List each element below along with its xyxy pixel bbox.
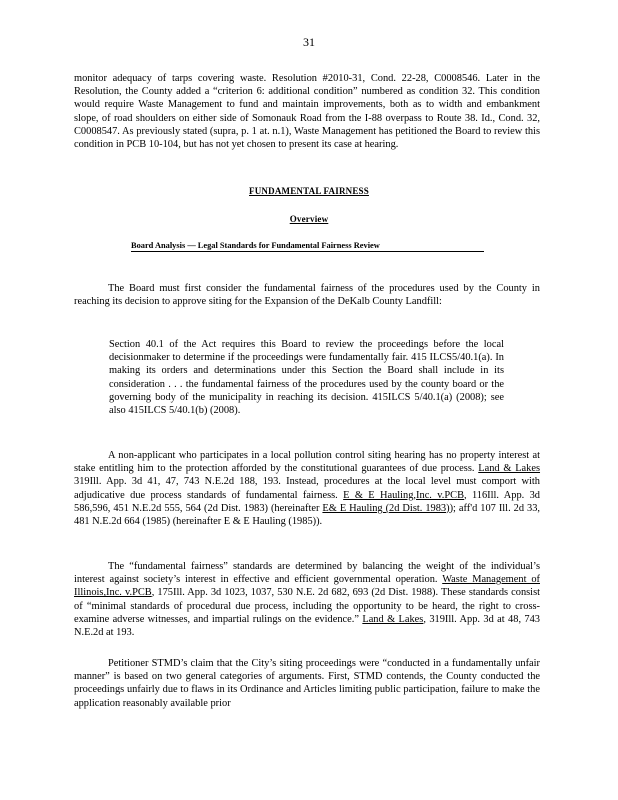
section-heading [0, 186, 618, 196]
page-number: 31 [303, 35, 315, 49]
block-quote-section-40-1: Section 40.1 of the Act requires this Board to review the proceedings before the local decisionmaker to determine if the proceedings were fundamentally fair. 415 ILCS5/40.1(a). In making its orders and determinations under this Section the Board shall include in its consideration . . . the fundamental fairness of the procedures used by the county board or the governing body of the municipality in reaching its decision. 415ILCS 5/40.1(a) (2008); see also 415ILCS 5/40.1(b) (2008). [109, 339, 504, 417]
text-segment: 319Ill. App. 3d 41, 47, 743 N.E.2d 188, 193. Instead, procedures at the local level must comport with adjudicative due process standards of fundamental fairness. [74, 476, 540, 501]
citation-land-lakes: Land & Lakes [478, 463, 541, 475]
citation-ee-hauling: E & E Hauling,Inc. v.PCB [343, 489, 465, 501]
text-segment: A non-applicant who participates in a local pollution control siting hearing has no property interest at stake entitling him to the protection afforded by the constitutional guarantees of due process. [74, 450, 540, 475]
citation-ee-hauling-1983: E& E Hauling (2d Dist. 1983) [322, 502, 450, 514]
subsection-heading [0, 214, 618, 224]
text-segment: The “fundamental fairness” standards are determined by balancing the weight of the individual’s interest against society’s interest in effective and efficient governmental operation. [74, 561, 540, 586]
paragraph-stmd-claim: Petitioner STMD’s claim that the City’s siting proceedings were “conducted in a fundamentally unfair manner” is based on two general categories of arguments. First, STMD contends, the County conducted the proceedings unfairly due to flaws in its Ordinance and Articles limiting public participation, failure to make the application reasonably available prior [74, 658, 540, 709]
paragraph-non-applicant [74, 449, 540, 528]
heading-legal-standards: Board Analysis — Legal Standards for Fundamental Fairness Review [131, 240, 484, 252]
heading-overview: Overview [289, 214, 329, 224]
text-segment: , 175Ill. App. 3d 1023, 1037, 530 N.E. 2d 682, 693 (2d Dist. 1988). These standards consist of “minimal standards of procedural due process, including the opportunity to be heard, the right to cross-examine adverse witnesses, and impartial rulings on the evidence.” [74, 587, 540, 625]
text-segment: ); aff'd 107 Ill. 2d 33, 481 N.E.2d 664 (1985) (hereinafter E & E Hauling (1985)). [74, 502, 540, 528]
text-segment: , 319Ill. App. 3d at 48, 743 N.E.2d at 193. [74, 613, 540, 639]
heading-fundamental-fairness: FUNDAMENTAL FAIRNESS [249, 186, 369, 196]
paragraph-fundamental-fairness-standards [74, 560, 540, 639]
citation-land-lakes: Land & Lakes [362, 613, 424, 625]
paragraph-conditions: monitor adequacy of tarps covering waste. Resolution #2010-31, Cond. 22-28, C0008546. Later in the Resolution, the County added a “criterion 6: additional condition” numbered as condition 32. This condition would require Waste Management to fund and maintain improvements, both as to width and embankment slope, of road shoulders on either side of Somonauk Road from the I-88 overpass to Route 38. Id., Cond. 32, C0008547. As previously stated (supra, p. 1 at. n.1), Waste Management has petitioned the Board to review this condition in PCB 10-104, but has not yet chosen to present its case at hearing. [74, 73, 540, 151]
text-segment: , 116Ill. App. 3d 586,596, 451 N.E.2d 555, 564 (2d Dist. 1983) (hereinafter [74, 489, 540, 514]
citation-waste-management: Waste Management of Illinois,Inc. v.PCB [74, 574, 540, 599]
paragraph-board-consider: The Board must first consider the fundamental fairness of the procedures used by the County in reaching its decision to approve siting for the Expansion of the DeKalb County Landfill: [74, 283, 540, 308]
